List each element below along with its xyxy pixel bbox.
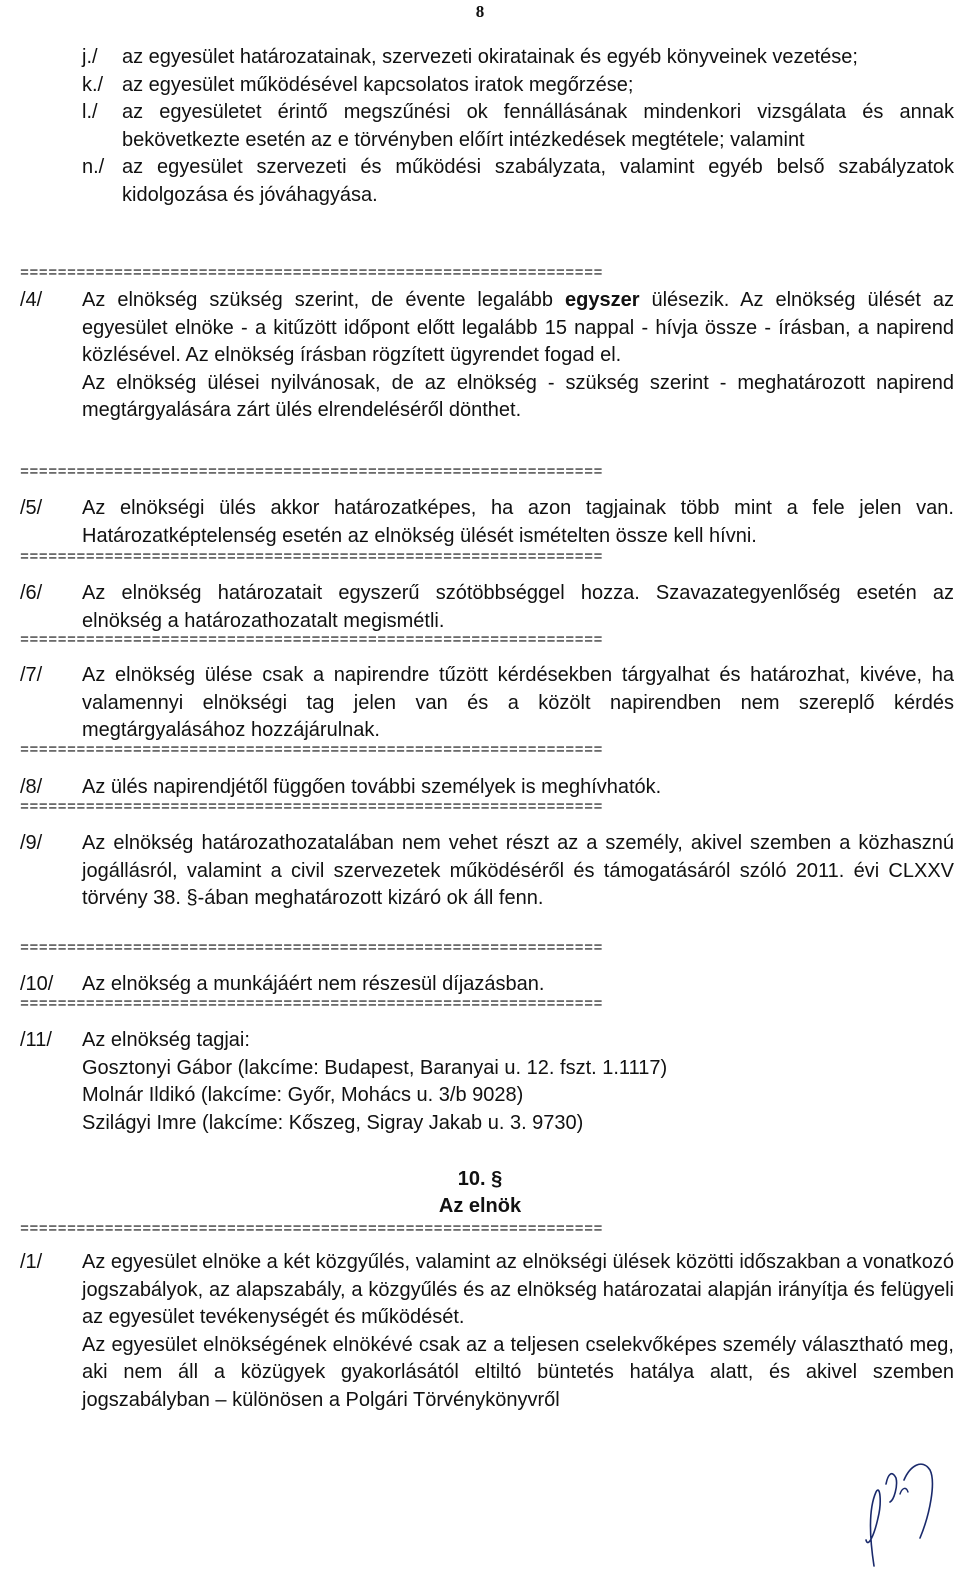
paragraph-5 bbox=[20, 495, 954, 550]
list-item-label: j./ bbox=[82, 46, 98, 68]
list-item-text: az egyesületet érintő megszűnési ok fennállásának mindenkori vizsgálata és annak bekövetkezte esetén az e törvényben előírt intézkedések megtétele; valamint bbox=[122, 101, 954, 151]
separator-line: ============================================================== bbox=[20, 269, 603, 279]
paragraph-elnok-1 bbox=[20, 1249, 954, 1414]
list-item-label: n./ bbox=[82, 156, 105, 178]
paragraph-text: Az egyesület elnökségének elnökévé csak az a teljesen cselekvőképes személy választható meg, aki nem áll a közügyek gyakorlásától eltiltó büntetés hatálya alatt, és akivel szemben jogszabályban – különösen a Polgári Törvénykönyvről bbox=[82, 1333, 954, 1411]
paragraph-text: Az elnökség ülései nyilvánosak, de az elnökség - szükség szerint - meghatározott napirend megtárgyalására zárt ülés elrendeléséről dönthet. bbox=[82, 371, 954, 421]
paragraph-text: Az elnökség határozathozatalában nem vehet részt az a személy, akivel szemben a közhasznú jogállásról, valamint a civil szervezetek működéséről és támogatásáról szóló 2011. évi CLXXV törvény 38. §-ában meghatározott kizáró ok áll fenn. bbox=[82, 832, 954, 909]
separator-line: ============================================================== bbox=[20, 803, 603, 813]
paragraph-number: /9/ bbox=[20, 832, 43, 854]
paragraph-text: Az elnökség a munkájáért nem részesül díjazásban. bbox=[82, 973, 545, 995]
list-item-label: l./ bbox=[82, 101, 98, 123]
page-number: 8 bbox=[475, 2, 485, 21]
member-line: Szilágyi Imre (lakcíme: Kőszeg, Sigray Jakab u. 3. 9730) bbox=[82, 1111, 584, 1134]
separator-line: ============================================================== bbox=[20, 1000, 603, 1010]
separator-line: ============================================================== bbox=[20, 636, 603, 646]
list-item-text: az egyesület szervezeti és működési szabályzata, valamint egyéb belső szabályzatok kidolgozása és jóváhagyása. bbox=[122, 156, 954, 206]
list-item bbox=[82, 154, 954, 209]
paragraph-8 bbox=[20, 774, 954, 802]
paragraph-number: /8/ bbox=[20, 776, 43, 798]
paragraph-9 bbox=[20, 830, 954, 913]
separator-line: ============================================================== bbox=[20, 944, 603, 954]
member-line: Gosztonyi Gábor (lakcíme: Budapest, Baranyai u. 12. fszt. 1.1117) bbox=[82, 1056, 668, 1079]
paragraph-text: Az egyesület elnöke a két közgyűlés, valamint az elnökségi ülések közötti időszakban a vonatkozó jogszabályok, az alapszabály, a közgyűlés és az elnökség határozatai alapján irányítja és felügyeli az egyesület tevékenységét és működését. bbox=[82, 1251, 954, 1328]
list-item-text: az egyesület működésével kapcsolatos iratok megőrzése; bbox=[122, 73, 634, 96]
paragraph-text: Az elnökség ülése csak a napirendre tűzött kérdésekben tárgyalhat és határozhat, kivéve, ha valamennyi elnökségi tag jelen van és a közölt napirendben nem szereplő kérdés megtárgyalásához hozzájárulnak. bbox=[82, 664, 954, 741]
separator-line: ============================================================== bbox=[20, 746, 603, 756]
paragraph-number: /7/ bbox=[20, 664, 43, 686]
paragraph-text: Az elnökségi ülés akkor határozatképes, ha azon tagjainak több mint a fele jelen van. Határozatképtelenség esetén az elnökség ülését ismételten össze kell hívni. bbox=[82, 497, 954, 547]
section-number: 10. § bbox=[457, 1168, 503, 1190]
section-title: Az elnök bbox=[438, 1195, 522, 1217]
paragraph-number: /5/ bbox=[20, 497, 43, 519]
separator-line: ============================================================== bbox=[20, 553, 603, 563]
paragraph-text: Az elnökség szükség szerint, de évente legalább bbox=[82, 289, 565, 311]
paragraph-4 bbox=[20, 287, 954, 425]
list-item bbox=[82, 44, 954, 72]
paragraph-text: Az elnökség határozatait egyszerű szótöbbséggel hozza. Szavazategyenlőség esetén az elnökség a határozathozatalt megismétli. bbox=[82, 582, 954, 632]
member-line: Molnár Ildikó (lakcíme: Győr, Mohács u. 3/b 9028) bbox=[82, 1084, 524, 1106]
list-item-label: k./ bbox=[82, 73, 104, 96]
paragraph-6 bbox=[20, 580, 954, 635]
paragraph-text: ülésezik. Az elnökség ülését az egyesület elnöke - a kitűzött időpont előtt legalább 15 nappal - hívja össze - írásban, a napirend közlésével. Az elnökség írásban rögzített ügyrendet fogad el. bbox=[82, 289, 954, 366]
emphasis-text: egyszer bbox=[565, 289, 640, 311]
paragraph-number: /6/ bbox=[20, 582, 43, 604]
paragraph-11 bbox=[20, 1027, 954, 1137]
paragraph-7 bbox=[20, 662, 954, 745]
list-item-text: az egyesület határozatainak, szervezeti okiratainak és egyéb könyveinek vezetése; bbox=[122, 46, 858, 68]
duties-list bbox=[82, 44, 954, 209]
paragraph-number: /1/ bbox=[20, 1251, 43, 1273]
separator-line: ============================================================== bbox=[20, 468, 603, 478]
paragraph-number: /10/ bbox=[20, 973, 54, 995]
members-intro: Az elnökség tagjai: bbox=[82, 1029, 250, 1051]
list-item bbox=[82, 72, 954, 100]
paragraph-10 bbox=[20, 971, 954, 999]
paragraph-number: /4/ bbox=[20, 289, 43, 311]
paragraph-text: Az ülés napirendjétől függően további személyek is meghívhatók. bbox=[82, 776, 662, 798]
separator-line: ============================================================== bbox=[20, 1225, 603, 1235]
paragraph-number: /11/ bbox=[20, 1029, 52, 1051]
list-item bbox=[82, 99, 954, 154]
handwritten-initials bbox=[860, 1440, 940, 1568]
